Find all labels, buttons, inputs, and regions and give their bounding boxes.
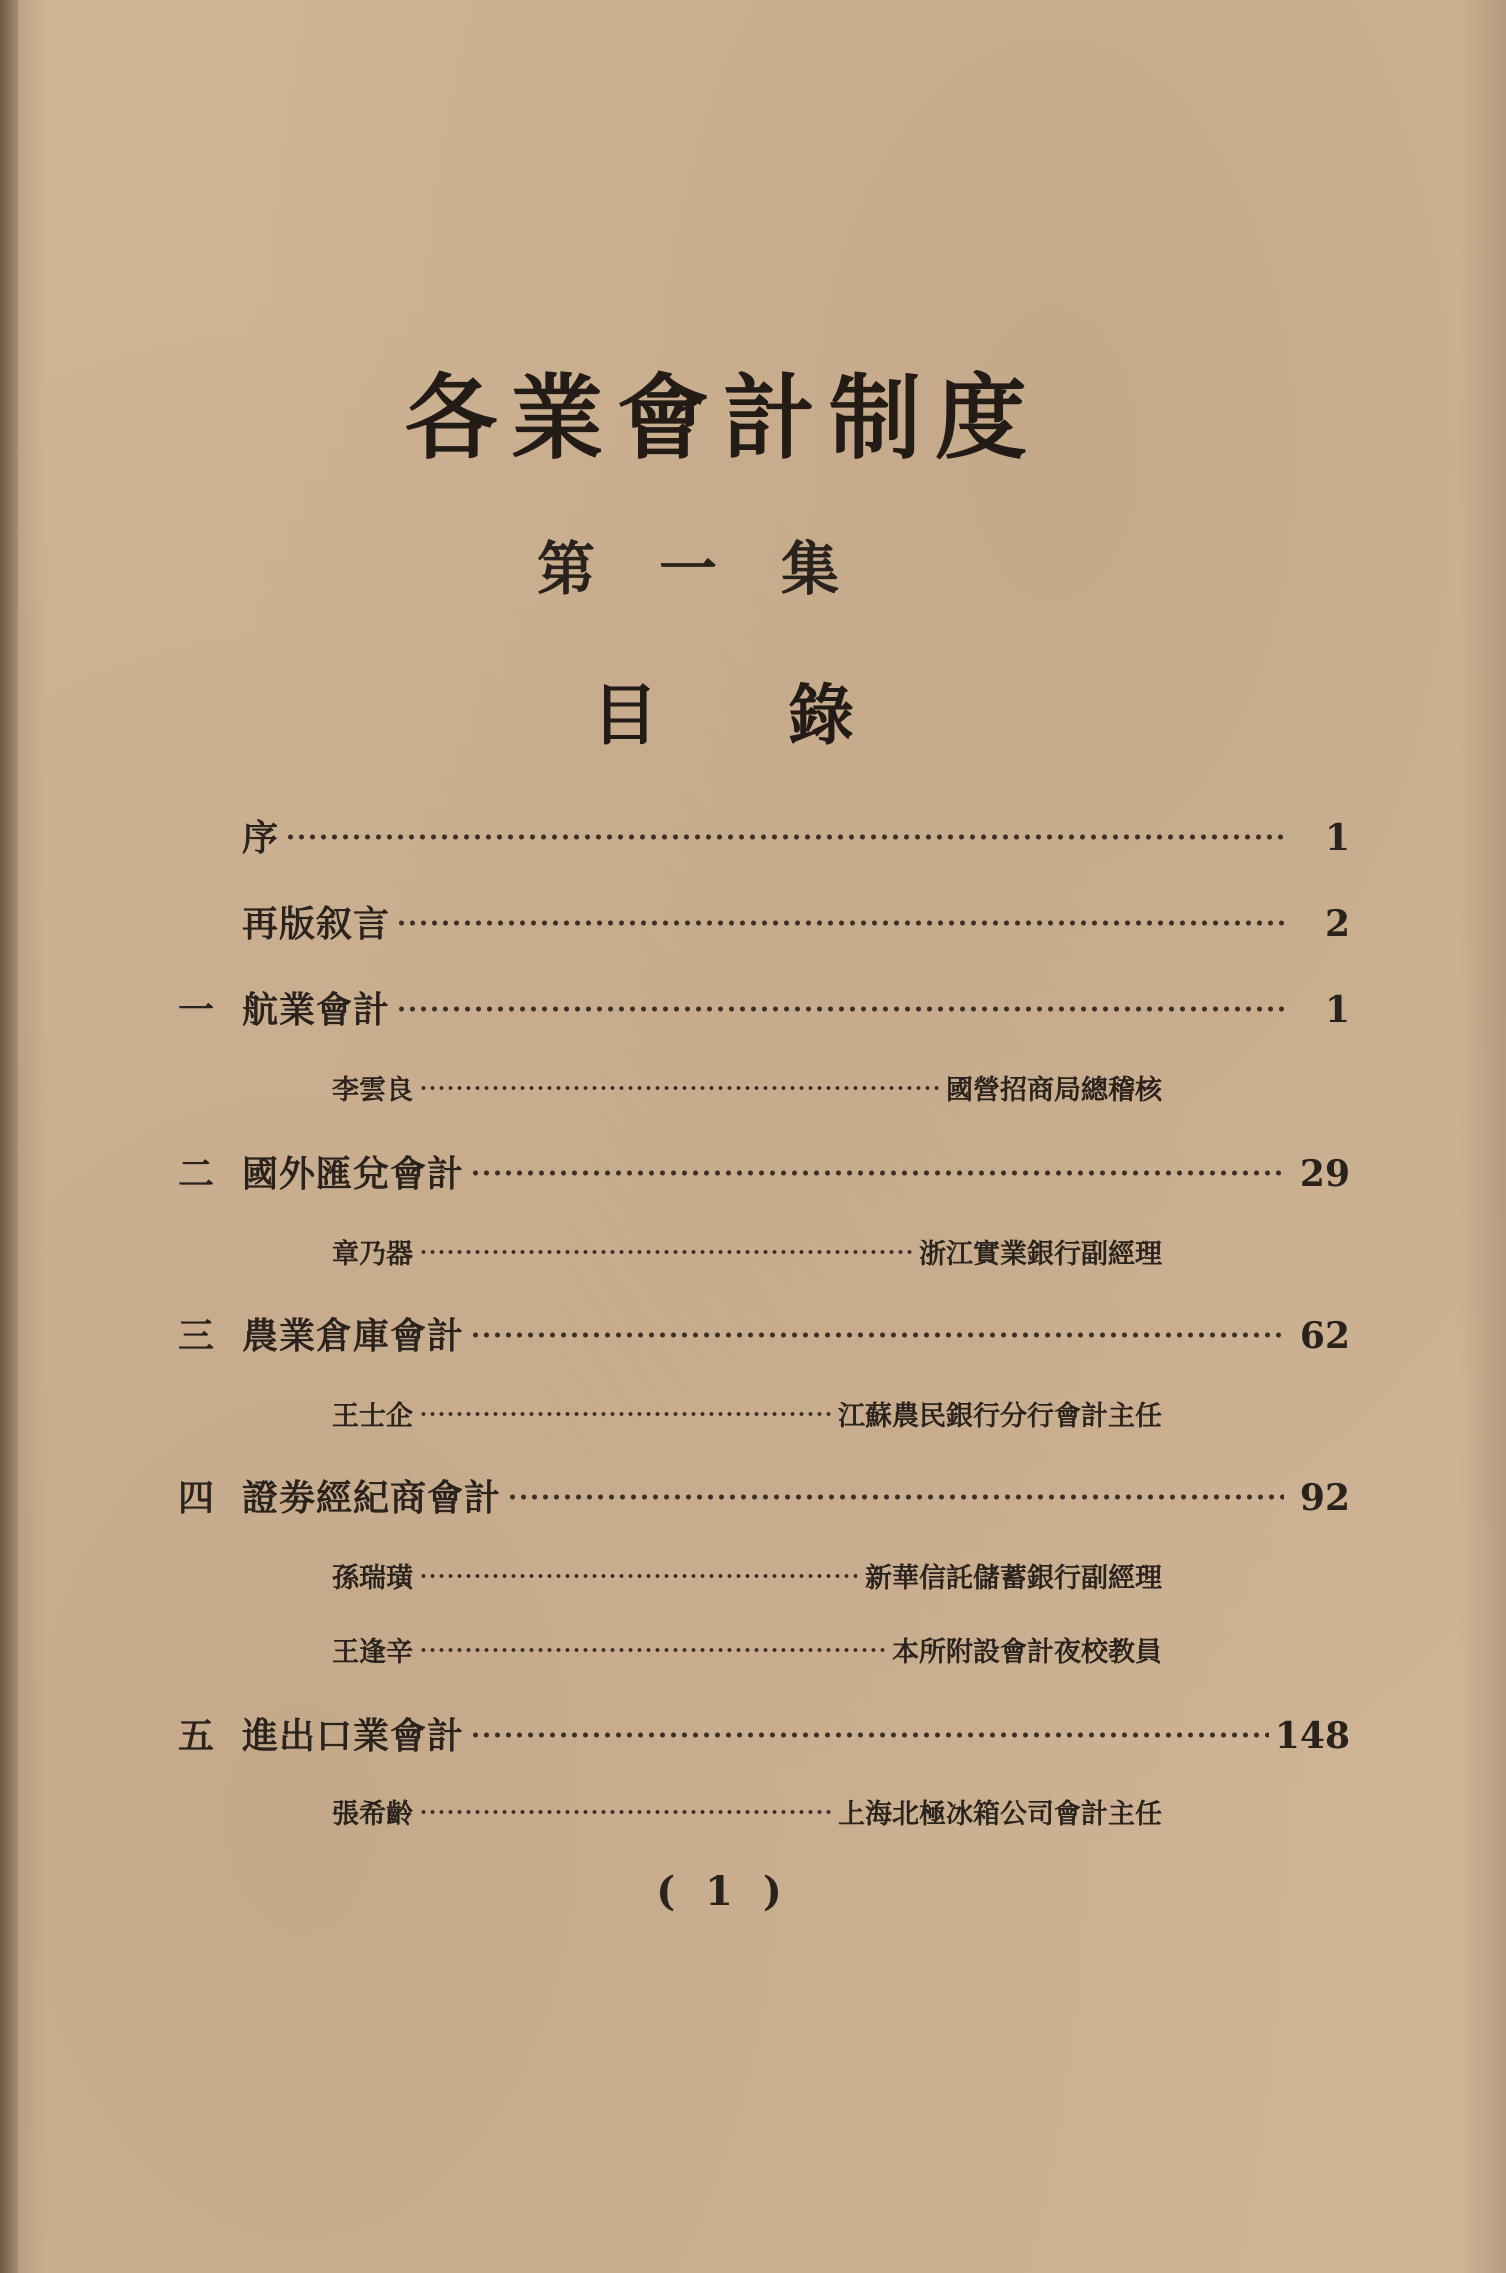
toc-author-row (332, 1394, 1162, 1434)
author-name: 王士企 (332, 1401, 413, 1432)
author-title: 上海北極冰箱公司會計主任 (838, 1799, 1162, 1830)
entry-label: 進出口業會計 (242, 1715, 465, 1757)
author-name: 張希齡 (332, 1799, 413, 1830)
entry-label: 農業倉庫會計 (242, 1315, 465, 1357)
toc-entry-import-export (150, 1708, 1350, 1762)
entry-page: 148 (1274, 1715, 1350, 1757)
entry-page: 1 (1324, 817, 1350, 859)
entry-number: 二 (177, 1153, 214, 1195)
author-title: 本所附設會計夜校教員 (892, 1637, 1162, 1668)
toc-author-row (332, 1792, 1162, 1832)
page-spine-shadow (0, 0, 18, 2273)
entry-label: 航業會計 (242, 989, 391, 1031)
volume-label: 第一集 (536, 535, 903, 603)
author-name: 孫瑞璜 (332, 1563, 413, 1594)
author-name: 章乃器 (332, 1239, 413, 1270)
dot-leader (419, 1084, 940, 1092)
dot-leader (470, 1330, 1284, 1340)
entry-number: 五 (177, 1715, 214, 1757)
entry-page: 2 (1324, 903, 1350, 945)
entry-page: 29 (1299, 1153, 1350, 1195)
entry-label: 國外匯兌會計 (242, 1153, 465, 1195)
entry-label: 序 (242, 817, 280, 859)
toc-entry-securities-broker (150, 1470, 1350, 1524)
toc-author-row (332, 1556, 1162, 1596)
dot-leader (419, 1248, 913, 1256)
dot-leader (419, 1646, 886, 1654)
entry-number: 一 (177, 989, 214, 1031)
author-title: 新華信託儲蓄銀行副經理 (865, 1563, 1162, 1594)
dot-leader (470, 1730, 1269, 1740)
toc-entry-agricultural-warehouse (150, 1308, 1350, 1362)
toc-entry-shipping (150, 982, 1350, 1036)
toc-author-row (332, 1630, 1162, 1670)
page-folio: ( 1 ) (656, 1868, 790, 1915)
dot-leader (419, 1572, 859, 1580)
book-title: 各業會計制度 (404, 364, 1041, 472)
dot-leader (419, 1808, 832, 1816)
author-name: 王逢辛 (332, 1637, 413, 1668)
dot-leader (285, 832, 1284, 842)
author-name: 李雲良 (332, 1075, 413, 1106)
entry-label: 再版叙言 (242, 903, 391, 945)
author-title: 國營招商局總稽核 (946, 1075, 1162, 1106)
entry-number: 三 (177, 1315, 214, 1357)
toc-heading: 目錄 (592, 676, 984, 754)
toc-author-row (332, 1068, 1162, 1108)
dot-leader (507, 1492, 1284, 1502)
toc-entry-preface (150, 810, 1350, 864)
toc-author-row (332, 1232, 1162, 1272)
author-title: 浙江實業銀行副經理 (919, 1239, 1162, 1270)
dot-leader (396, 918, 1284, 928)
entry-page: 92 (1299, 1477, 1350, 1519)
toc-entry-reprint-note (150, 896, 1350, 950)
dot-leader (419, 1410, 832, 1418)
entry-page: 62 (1299, 1315, 1350, 1357)
entry-page: 1 (1324, 989, 1350, 1031)
author-title: 江蘇農民銀行分行會計主任 (838, 1401, 1162, 1432)
entry-label: 證劵經紀商會計 (242, 1477, 502, 1519)
toc-entry-foreign-exchange (150, 1146, 1350, 1200)
dot-leader (470, 1168, 1284, 1178)
dot-leader (396, 1004, 1284, 1014)
entry-number: 四 (177, 1477, 214, 1519)
